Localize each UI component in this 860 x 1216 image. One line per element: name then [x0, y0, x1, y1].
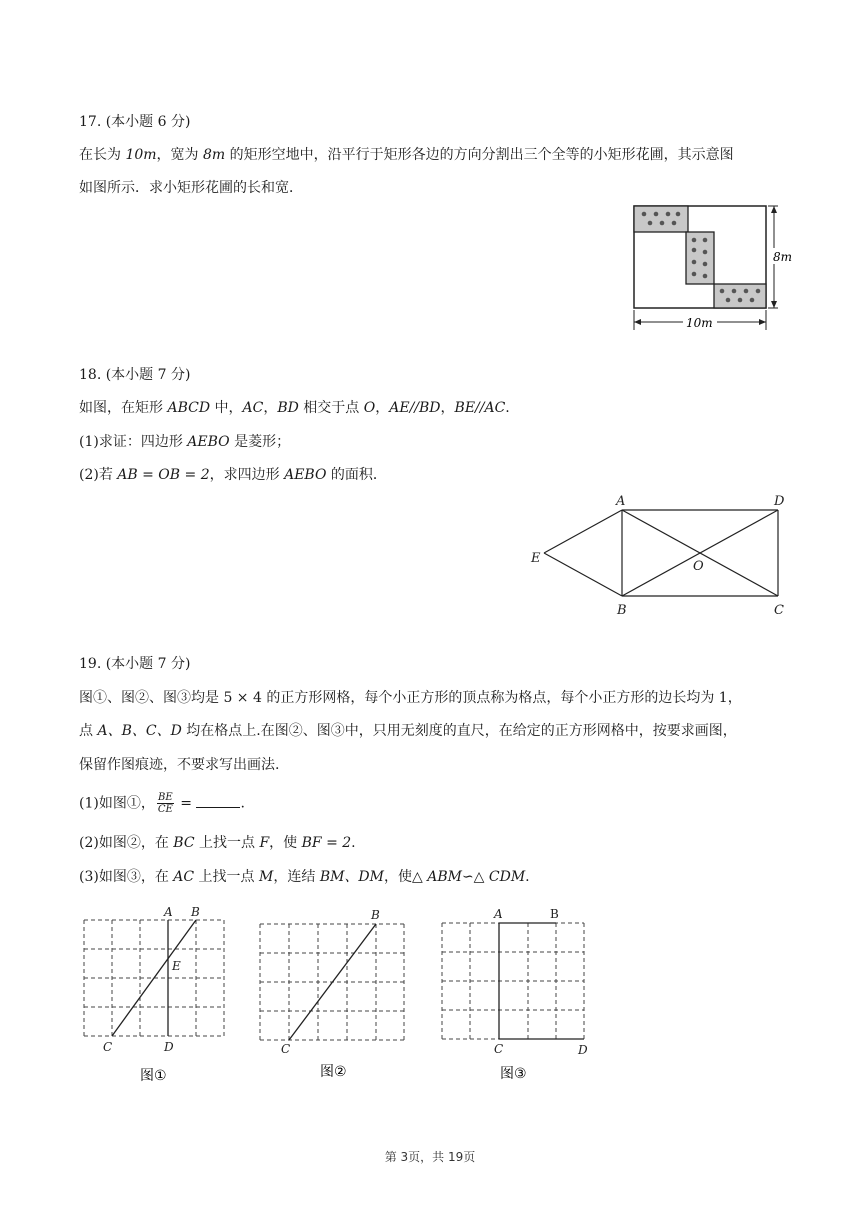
point-label-C: C [774, 603, 784, 618]
q19-part3 [79, 867, 530, 887]
q17-figure [628, 200, 798, 334]
q19-para2 [79, 721, 737, 741]
q19-figure-2 [252, 900, 422, 1090]
math: AC [242, 400, 264, 416]
text: 的矩形空地中，沿平行于矩形各边的方向分割出三个全等的小矩形花圃，其示意图 [225, 147, 734, 163]
q18-intro [79, 398, 510, 418]
text: . [525, 869, 530, 885]
width-label: 10m [686, 316, 713, 330]
garden-3 [714, 284, 766, 308]
text: ， [440, 400, 455, 416]
text: 是菱形； [229, 434, 291, 450]
text: 相交于点 [298, 400, 364, 416]
q19-figure-1 [72, 900, 242, 1090]
point-label-B: B [191, 905, 200, 919]
point-label-C: C [103, 1040, 113, 1054]
q19-part1 [79, 792, 245, 815]
math: BE//AC [454, 400, 506, 416]
math: BD [277, 400, 299, 416]
text: (1)求证：四边形 [79, 434, 188, 450]
arrow-head [634, 319, 641, 325]
text: 的面积． [326, 467, 387, 483]
math: ABCD [167, 400, 211, 416]
point-label-C: C [281, 1042, 291, 1056]
text: . [351, 835, 356, 851]
q18-part2 [79, 465, 387, 485]
fraction-be-ce [157, 792, 174, 815]
q19-part2 [79, 833, 356, 853]
text: . [240, 795, 245, 812]
math: AC [173, 869, 195, 885]
text: ，使 [269, 835, 302, 851]
arrow-head [771, 301, 777, 308]
text: 在长为 [79, 147, 126, 163]
text: ，使 [384, 869, 412, 885]
math: A、B、C、D [97, 723, 182, 739]
point-label-C: C [494, 1042, 504, 1056]
point-label-A: A [494, 907, 503, 921]
figure-1-caption: 图① [140, 1068, 167, 1084]
text: ，求四边形 [209, 467, 285, 483]
math: O [363, 400, 376, 416]
math: AB = OB = 2 [117, 467, 210, 483]
text: (1)如图①， [79, 795, 155, 812]
point-label-E: E [531, 551, 541, 566]
text: . [505, 400, 510, 416]
q18-part1 [79, 432, 290, 452]
q17-header: 17. (本小题 6 分) [79, 114, 191, 130]
point-label-B: B [371, 908, 380, 922]
figure-3-caption: 图③ [500, 1066, 527, 1082]
math: AE//BD [389, 400, 441, 416]
point-label-E: E [172, 959, 181, 973]
math: F [259, 835, 270, 851]
point-label-D: D [774, 494, 785, 509]
answer-blank[interactable] [196, 793, 240, 808]
q19-para1: 图①、图②、图③均是 5 × 4 的正方形网格，每个小正方形的顶点称为格点，每个小正方形的边长均为 1， [79, 690, 742, 706]
point-label-B: B [550, 907, 559, 921]
garden-1 [634, 206, 688, 232]
garden-2 [686, 232, 714, 284]
page-footer: 第 3页，共 19页 [384, 1150, 476, 1164]
math: BC [173, 835, 195, 851]
segment-EA [544, 510, 622, 553]
text: 上找一点 [194, 835, 260, 851]
figure-2-caption: 图② [320, 1064, 347, 1080]
text: ，宽为 [156, 147, 203, 163]
text: ， [375, 400, 390, 416]
math: △ ABM∽△ CDM [412, 869, 526, 885]
q18-header: 18. (本小题 7 分) [79, 367, 191, 383]
text: (3)如图③，在 [79, 869, 174, 885]
q17-text-line2: 如图所示．求小矩形花圃的长和宽． [79, 180, 303, 196]
q19-para3: 保留作图痕迹，不要求写出画法. [79, 757, 280, 773]
fraction-numerator: BE [157, 792, 173, 803]
math: AEBO [187, 434, 230, 450]
text: 上找一点 [194, 869, 260, 885]
height-label: 8m [773, 250, 793, 264]
q17-text-line1 [79, 145, 734, 165]
segment-EB [544, 553, 622, 596]
math: AEBO [284, 467, 327, 483]
math: BM、DM [319, 869, 384, 885]
point-label-O: O [693, 559, 704, 574]
point-label-D: D [578, 1043, 588, 1057]
math-width: 8m [203, 147, 226, 163]
q18-figure [520, 490, 800, 620]
text: = [175, 795, 197, 812]
text: (2)如图②，在 [79, 835, 174, 851]
text: 如图，在矩形 [79, 400, 168, 416]
arrow-head [771, 206, 777, 213]
text: 点 [79, 723, 98, 739]
text: ， [263, 400, 278, 416]
math: M [259, 869, 274, 885]
point-label-D: D [164, 1040, 174, 1054]
fraction-denominator: CE [157, 804, 173, 815]
text: ，连结 [273, 869, 320, 885]
math-length: 10m [125, 147, 157, 163]
arrow-head [759, 319, 766, 325]
q19-header: 19. (本小题 7 分) [79, 656, 191, 672]
q19-figure-3 [432, 900, 602, 1090]
text: 均在格点上.在图②、图③中，只用无刻度的直尺，在给定的正方形网格中，按要求画图， [181, 723, 737, 739]
text: (2)若 [79, 467, 118, 483]
grid [442, 923, 584, 1039]
point-label-B: B [617, 603, 627, 618]
math: BF = 2 [301, 835, 352, 851]
text: 中， [210, 400, 243, 416]
point-label-A: A [616, 494, 626, 509]
point-label-A: A [164, 905, 173, 919]
